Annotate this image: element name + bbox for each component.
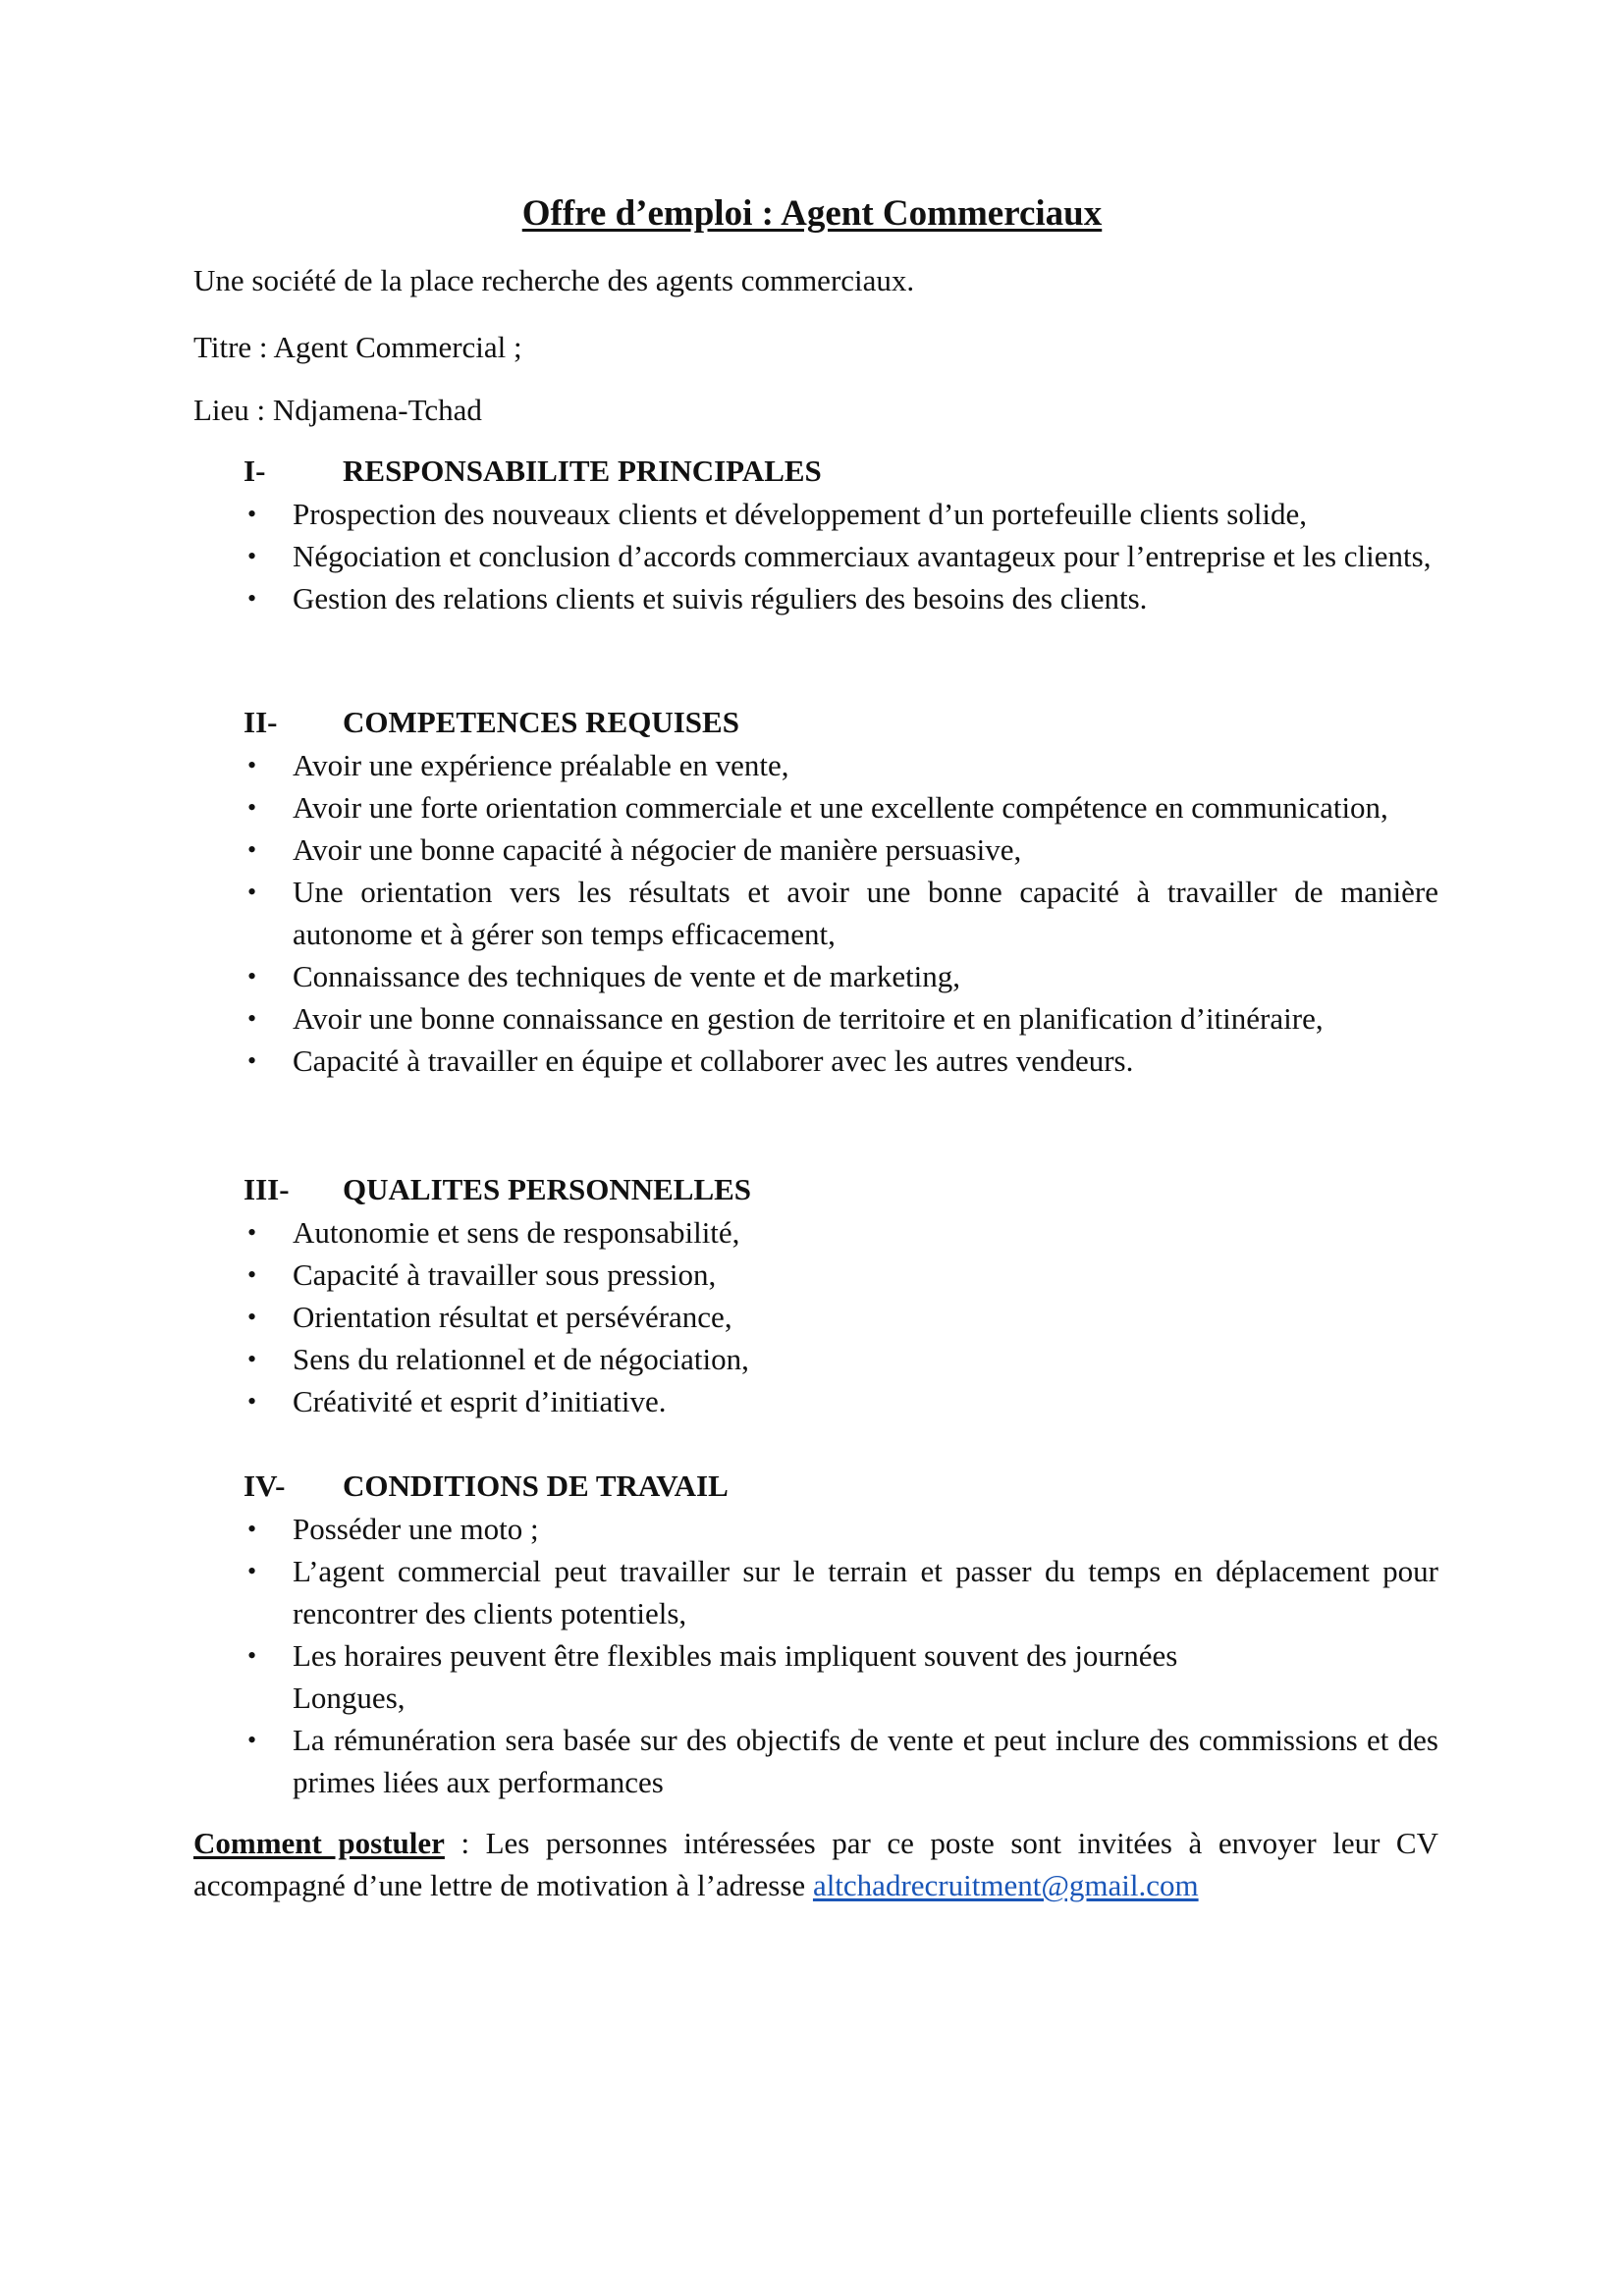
list-item: • Les horaires peuvent être flexibles mais impliquent souvent des journées Longues, (193, 1634, 1438, 1719)
bullet-icon: • (247, 1557, 257, 1585)
how-to-apply-paragraph (193, 1822, 1438, 1906)
bullet-icon: • (247, 878, 257, 906)
list-item: • Sens du relationnel et de négociation, (193, 1338, 1438, 1380)
bullet-icon: • (247, 584, 257, 613)
list-item: • Autonomie et sens de responsabilité, (193, 1211, 1438, 1254)
list-item: • Avoir une forte orientation commerciale et une excellente compétence en communication, (193, 786, 1438, 828)
bullet-icon: • (247, 1641, 257, 1670)
bullet-list (193, 1211, 1438, 1422)
list-item: • Avoir une expérience préalable en vente, (193, 744, 1438, 786)
bullet-list (193, 1508, 1438, 1803)
section-title: QUALITES PERSONNELLES (343, 1172, 752, 1206)
bullet-icon: • (247, 1218, 257, 1247)
section-title: COMPETENCES REQUISES (343, 705, 739, 739)
list-item: • Connaissance des techniques de vente et de marketing, (193, 955, 1438, 997)
bullet-icon: • (247, 962, 257, 990)
section-heading (193, 452, 1438, 493)
section-heading (193, 1467, 1438, 1508)
list-item: • La rémunération sera basée sur des objectifs de vente et peut inclure des commissions et des primes liées aux performances (193, 1719, 1438, 1803)
section-competences (193, 703, 1438, 1082)
list-item: • Avoir une bonne connaissance en gestion de territoire et en planification d’itinéraire, (193, 997, 1438, 1040)
intro-line: Une société de la place recherche des agents commerciaux. (193, 263, 915, 297)
section-qualites (193, 1170, 1438, 1422)
list-item: • Posséder une moto ; (193, 1508, 1438, 1550)
bullet-icon: • (247, 751, 257, 779)
bullet-icon: • (247, 1004, 257, 1033)
list-item: • Négociation et conclusion d’accords commerciaux avantageux pour l’entreprise et les clients, (193, 535, 1438, 577)
bullet-icon: • (247, 542, 257, 570)
bullet-icon: • (247, 1387, 257, 1415)
list-item: • Avoir une bonne capacité à négocier de manière persuasive, (193, 828, 1438, 871)
section-number: III- (244, 1172, 290, 1206)
job-title-line: Titre : Agent Commercial ; (193, 330, 522, 364)
section-conditions (193, 1467, 1438, 1803)
bullet-icon: • (247, 1303, 257, 1331)
list-item: • Capacité à travailler en équipe et collaborer avec les autres vendeurs. (193, 1040, 1438, 1082)
list-item: • Gestion des relations clients et suivis réguliers des besoins des clients. (193, 577, 1438, 619)
bullet-icon: • (247, 500, 257, 528)
list-item: • Capacité à travailler sous pression, (193, 1254, 1438, 1296)
how-to-apply-text: : Les personnes intéressées par ce poste sont invitées à envoyer leur CV accompagné d’une lettre de motivation à l’adresse (193, 1826, 1438, 1902)
list-item: • Une orientation vers les résultats et avoir une bonne capacité à travailler de manière autonome et à gérer son temps efficacement, (193, 871, 1438, 955)
bullet-icon: • (247, 1260, 257, 1289)
section-heading (193, 703, 1438, 744)
list-item-continuation: Longues, (293, 1681, 406, 1715)
list-item: • L’agent commercial peut travailler sur le terrain et passer du temps en déplacement pour rencontrer des clients potentiels, (193, 1550, 1438, 1634)
bullet-icon: • (247, 793, 257, 822)
section-title: RESPONSABILITE PRINCIPALES (343, 454, 822, 488)
section-title: CONDITIONS DE TRAVAIL (343, 1468, 729, 1503)
bullet-icon: • (247, 1726, 257, 1754)
how-to-apply-label: Comment postuler (193, 1826, 445, 1860)
bullet-icon: • (247, 1046, 257, 1075)
bullet-list (193, 744, 1438, 1082)
email-link[interactable]: altchadrecruitment@gmail.com (812, 1868, 1199, 1902)
bullet-list (193, 493, 1438, 619)
bullet-icon: • (247, 835, 257, 864)
list-item: • Orientation résultat et persévérance, (193, 1296, 1438, 1338)
list-item: • Créativité et esprit d’initiative. (193, 1380, 1438, 1422)
section-number: IV- (244, 1468, 286, 1503)
section-number: I- (244, 454, 266, 488)
page-title: Offre d’emploi : Agent Commerciaux (521, 193, 1103, 234)
section-responsabilites (193, 452, 1438, 619)
bullet-icon: • (247, 1515, 257, 1543)
section-number: II- (244, 705, 278, 739)
location-line: Lieu : Ndjamena-Tchad (193, 393, 482, 427)
list-item: • Prospection des nouveaux clients et développement d’un portefeuille clients solide, (193, 493, 1438, 535)
section-heading (193, 1170, 1438, 1211)
bullet-icon: • (247, 1345, 257, 1373)
